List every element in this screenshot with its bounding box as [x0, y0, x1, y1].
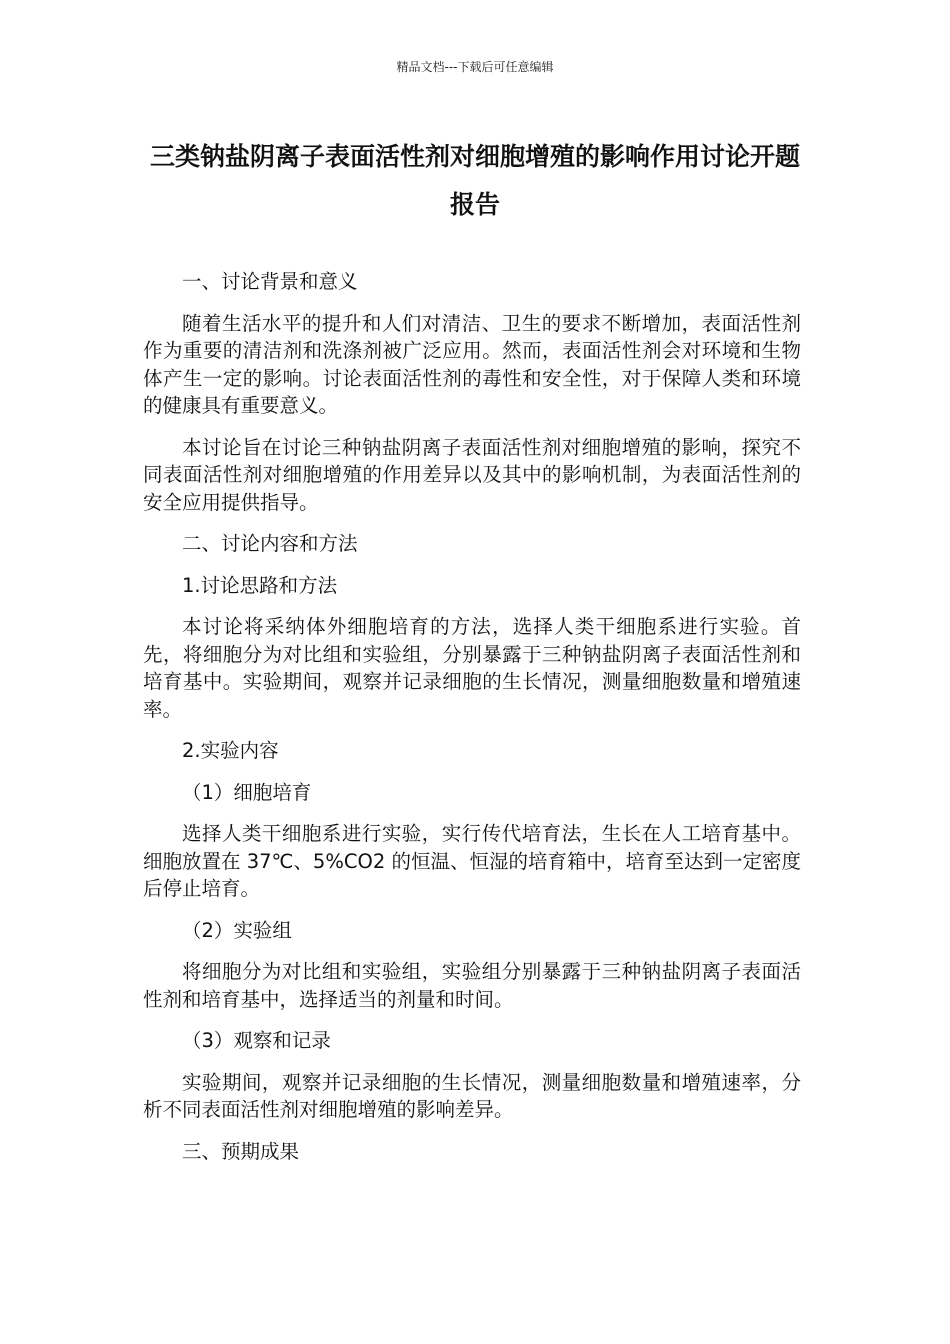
section-heading-1: 一、讨论背景和意义 — [182, 270, 358, 293]
paragraph: 随着生活水平的提升和人们对清洁、卫生的要求不断增加，表面活性剂作为重要的清洁剂和洗涤剂被广泛应用。然而，表面活性剂会对环境和生物体产生一定的影响。讨论表面活性剂的毒性和安全性，对于保障人类和环境的健康具有重要意义。 — [143, 311, 801, 417]
paragraph: 本讨论将采纳体外细胞培育的方法，选择人类干细胞系进行实验。首先，将细胞分为对比组和实验组，分别暴露于三种钠盐阴离子表面活性剂和培育基中。实验期间，观察并记录细胞的生长情况，测量细胞数量和增殖速率。 — [143, 615, 801, 721]
document-title: 三类钠盐阴离子表面活性剂对细胞增殖的影响作用讨论开题报告 — [149, 142, 800, 219]
page-header: 精品文档---下载后可任意编辑 — [396, 60, 554, 74]
section-heading-3: 三、预期成果 — [182, 1139, 300, 1163]
item-heading: （1）细胞培育 — [182, 780, 312, 804]
item-heading: （3）观察和记录 — [182, 1029, 331, 1052]
item-heading: （2）实验组 — [182, 918, 292, 942]
paragraph: 将细胞分为对比组和实验组，实验组分别暴露于三种钠盐阴离子表面活性剂和培育基中，选择适当的剂量和时间。 — [143, 960, 801, 1011]
document-body — [143, 268, 801, 1179]
subsection-heading: 2.实验内容 — [182, 739, 279, 762]
paragraph: 实验期间，观察并记录细胞的生长情况，测量细胞数量和增殖速率，分析不同表面活性剂对细胞增殖的影响差异。 — [143, 1070, 801, 1121]
subsection-heading: 1.讨论思路和方法 — [182, 573, 338, 597]
paragraph: 选择人类干细胞系进行实验，实行传代培育法，生长在人工培育基中。细胞放置在 37℃、5%CO2 的恒温、恒湿的培育箱中，培育至达到一定密度后停止培育。 — [143, 822, 801, 900]
paragraph: 本讨论旨在讨论三种钠盐阴离子表面活性剂对细胞增殖的影响，探究不同表面活性剂对细胞增殖的作用差异以及其中的影响机制，为表面活性剂的安全应用提供指导。 — [143, 435, 801, 514]
section-heading-2: 二、讨论内容和方法 — [182, 532, 358, 555]
